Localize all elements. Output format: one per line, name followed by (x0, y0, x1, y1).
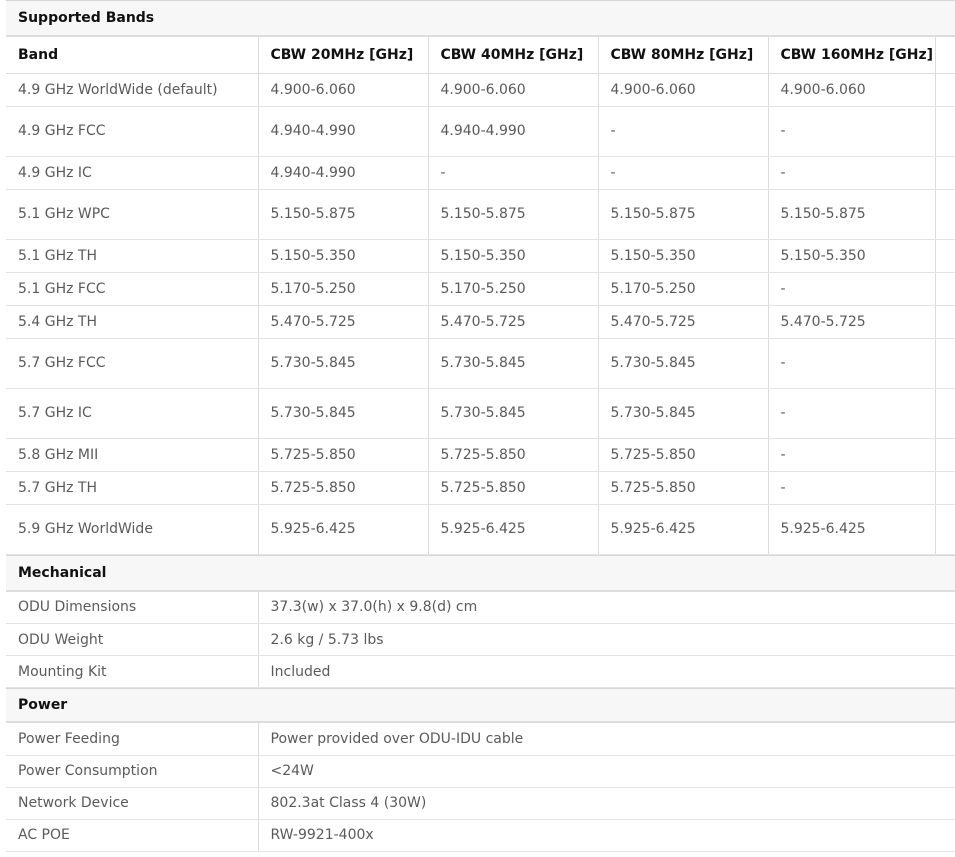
band-range-cell: 5.725-5.850 (258, 438, 428, 471)
band-range-cell: - (768, 438, 935, 471)
overflow-cell (935, 156, 955, 189)
band-range-cell: 5.470-5.725 (258, 305, 428, 338)
table-row (6, 338, 955, 388)
spec-value-cell: Included (258, 656, 955, 688)
mechanical-table (6, 592, 955, 689)
header-cbw-80: CBW 80MHz [GHz] (598, 37, 768, 73)
band-range-cell: 5.170-5.250 (598, 272, 768, 305)
table-row (6, 504, 955, 554)
band-range-cell: 5.925-6.425 (598, 504, 768, 554)
band-range-cell: 5.925-6.425 (428, 504, 598, 554)
table-row (6, 723, 955, 755)
table-row (6, 106, 955, 156)
band-range-cell: 4.900-6.060 (258, 73, 428, 106)
band-range-cell: 5.925-6.425 (258, 504, 428, 554)
band-range-cell: 5.150-5.350 (428, 239, 598, 272)
band-range-cell: 5.725-5.850 (428, 438, 598, 471)
band-range-cell: 5.150-5.875 (258, 189, 428, 239)
spec-label-cell: Mounting Kit (6, 656, 258, 688)
band-range-cell: 5.150-5.875 (768, 189, 935, 239)
table-header-row (6, 37, 955, 73)
band-name-cell: 5.7 GHz IC (6, 388, 258, 438)
band-range-cell: 5.730-5.845 (598, 388, 768, 438)
overflow-cell (935, 106, 955, 156)
band-range-cell: - (598, 156, 768, 189)
band-range-cell: 5.150-5.350 (258, 239, 428, 272)
band-range-cell: 5.470-5.725 (598, 305, 768, 338)
table-row (6, 819, 955, 851)
supported-bands-table (6, 37, 955, 555)
band-range-cell: - (598, 106, 768, 156)
band-range-cell: 4.900-6.060 (428, 73, 598, 106)
section-title-power: Power (6, 688, 955, 723)
band-range-cell: 5.730-5.845 (258, 388, 428, 438)
band-range-cell: 5.150-5.350 (768, 239, 935, 272)
table-row (6, 272, 955, 305)
header-cbw-40: CBW 40MHz [GHz] (428, 37, 598, 73)
header-cbw-160: CBW 160MHz [GHz] (768, 37, 935, 73)
spec-label-cell: ODU Weight (6, 624, 258, 656)
table-row (6, 189, 955, 239)
band-range-cell: 5.725-5.850 (598, 438, 768, 471)
table-row (6, 73, 955, 106)
band-name-cell: 4.9 GHz IC (6, 156, 258, 189)
spec-value-cell: 37.3(w) x 37.0(h) x 9.8(d) cm (258, 592, 955, 624)
spec-value-cell: 802.3at Class 4 (30W) (258, 787, 955, 819)
band-name-cell: 5.7 GHz TH (6, 471, 258, 504)
header-overflow (935, 37, 955, 73)
table-row (6, 755, 955, 787)
band-range-cell: - (768, 338, 935, 388)
band-range-cell: 4.900-6.060 (598, 73, 768, 106)
spec-sheet (6, 0, 955, 852)
overflow-cell (935, 338, 955, 388)
overflow-cell (935, 471, 955, 504)
band-range-cell: - (768, 471, 935, 504)
overflow-cell (935, 438, 955, 471)
overflow-cell (935, 73, 955, 106)
table-row (6, 624, 955, 656)
band-range-cell: 5.725-5.850 (428, 471, 598, 504)
band-name-cell: 5.7 GHz FCC (6, 338, 258, 388)
band-range-cell: - (768, 388, 935, 438)
table-row (6, 592, 955, 624)
table-row (6, 156, 955, 189)
table-row (6, 305, 955, 338)
power-table (6, 723, 955, 852)
table-row (6, 438, 955, 471)
spec-label-cell: AC POE (6, 819, 258, 851)
spec-value-cell: 2.6 kg / 5.73 lbs (258, 624, 955, 656)
table-row (6, 471, 955, 504)
overflow-cell (935, 189, 955, 239)
band-range-cell: - (768, 272, 935, 305)
band-range-cell: 5.170-5.250 (258, 272, 428, 305)
band-range-cell: 4.900-6.060 (768, 73, 935, 106)
overflow-cell (935, 305, 955, 338)
band-range-cell: 5.725-5.850 (258, 471, 428, 504)
overflow-cell (935, 239, 955, 272)
band-name-cell: 4.9 GHz WorldWide (default) (6, 73, 258, 106)
spec-label-cell: Network Device (6, 787, 258, 819)
band-name-cell: 5.1 GHz WPC (6, 189, 258, 239)
band-range-cell: 5.150-5.875 (428, 189, 598, 239)
band-range-cell: 4.940-4.990 (258, 106, 428, 156)
overflow-cell (935, 388, 955, 438)
band-name-cell: 5.8 GHz MII (6, 438, 258, 471)
band-range-cell: 5.470-5.725 (768, 305, 935, 338)
section-title-mechanical: Mechanical (6, 555, 955, 592)
spec-value-cell: <24W (258, 755, 955, 787)
band-name-cell: 4.9 GHz FCC (6, 106, 258, 156)
band-range-cell: 5.725-5.850 (598, 471, 768, 504)
band-range-cell: 5.730-5.845 (258, 338, 428, 388)
band-range-cell: 4.940-4.990 (428, 106, 598, 156)
table-row (6, 656, 955, 688)
band-range-cell: 4.940-4.990 (258, 156, 428, 189)
spec-label-cell: Power Consumption (6, 755, 258, 787)
band-range-cell: 5.170-5.250 (428, 272, 598, 305)
section-title-supported-bands: Supported Bands (6, 0, 955, 37)
band-range-cell: 5.150-5.875 (598, 189, 768, 239)
spec-value-cell: Power provided over ODU-IDU cable (258, 723, 955, 755)
header-cbw-20: CBW 20MHz [GHz] (258, 37, 428, 73)
band-range-cell: 5.730-5.845 (428, 338, 598, 388)
spec-label-cell: ODU Dimensions (6, 592, 258, 624)
band-name-cell: 5.4 GHz TH (6, 305, 258, 338)
header-band: Band (6, 37, 258, 73)
band-name-cell: 5.1 GHz TH (6, 239, 258, 272)
band-name-cell: 5.9 GHz WorldWide (6, 504, 258, 554)
spec-label-cell: Power Feeding (6, 723, 258, 755)
band-range-cell: 5.470-5.725 (428, 305, 598, 338)
band-range-cell: - (768, 106, 935, 156)
overflow-cell (935, 272, 955, 305)
band-range-cell: - (768, 156, 935, 189)
spec-value-cell: RW-9921-400x (258, 819, 955, 851)
table-row (6, 239, 955, 272)
band-range-cell: 5.150-5.350 (598, 239, 768, 272)
band-range-cell: 5.730-5.845 (598, 338, 768, 388)
band-range-cell: 5.925-6.425 (768, 504, 935, 554)
table-row (6, 787, 955, 819)
table-row (6, 388, 955, 438)
band-range-cell: 5.730-5.845 (428, 388, 598, 438)
band-range-cell: - (428, 156, 598, 189)
overflow-cell (935, 504, 955, 554)
band-name-cell: 5.1 GHz FCC (6, 272, 258, 305)
